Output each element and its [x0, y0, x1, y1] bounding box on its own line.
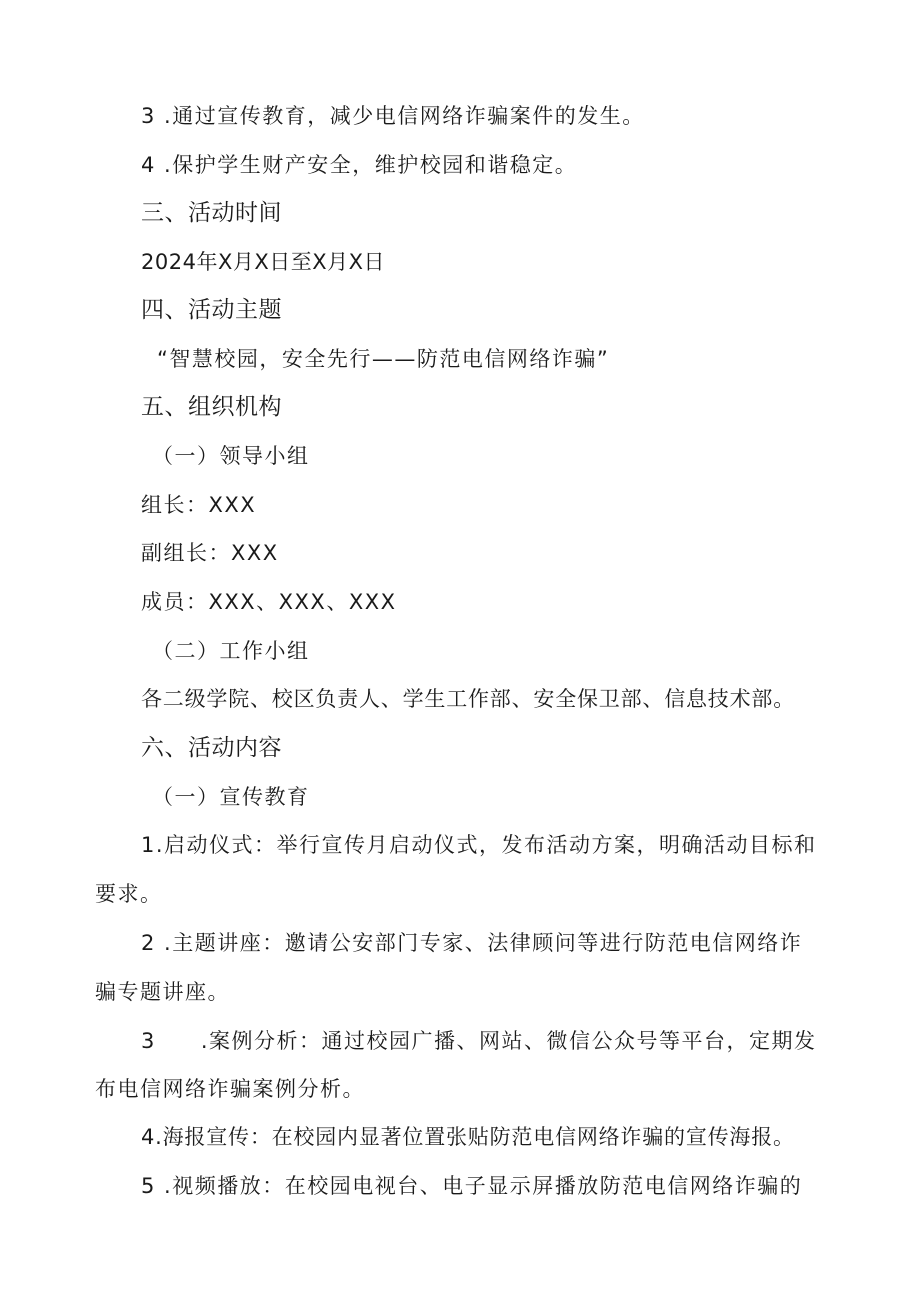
content-item-1-continued: 要求。 — [95, 882, 163, 906]
section-heading-activity-theme: 四、活动主题 — [141, 297, 282, 323]
content-item-2: 2 .主题讲座：邀请公安部门专家、法律顾问等进行防范电信网络诈 — [141, 931, 803, 955]
content-item-2-continued: 骗专题讲座。 — [95, 980, 230, 1004]
content-item-4: 4.海报宣传：在校园内显著位置张贴防范电信网络诈骗的宣传海报。 — [141, 1125, 795, 1149]
working-group-members: 各二级学院、校区负责人、学生工作部、安全保卫部、信息技术部。 — [141, 687, 795, 711]
goal-item-3: 3 .通过宣传教育，减少电信网络诈骗案件的发生。 — [141, 104, 645, 128]
content-item-3: 3 .案例分析：通过校园广播、网站、微信公众号等平台，定期发 — [141, 1029, 817, 1053]
subsection-leadership-group: （一）领导小组 — [152, 444, 310, 468]
goal-item-4: 4 .保护学生财产安全，维护校园和谐稳定。 — [141, 153, 578, 177]
group-members: 成员：XXX、XXX、XXX — [141, 590, 397, 614]
activity-theme-text: “智慧校园，安全先行——防范电信网络诈骗” — [157, 347, 610, 371]
section-heading-organization: 五、组织机构 — [141, 394, 282, 420]
subsection-working-group: （二）工作小组 — [152, 639, 310, 663]
content-item-5: 5 .视频播放：在校园电视台、电子显示屏播放防范电信网络诈骗的 — [141, 1174, 803, 1198]
group-leader: 组长：XXX — [141, 493, 257, 517]
content-item-1: 1.启动仪式：举行宣传月启动仪式，发布活动方案，明确活动目标和 — [141, 833, 817, 857]
content-item-3-continued: 布电信网络诈骗案例分析。 — [95, 1077, 365, 1101]
section-heading-activity-content: 六、活动内容 — [141, 735, 282, 761]
section-heading-activity-time: 三、活动时间 — [141, 200, 282, 226]
deputy-group-leader: 副组长：XXX — [141, 541, 279, 565]
subsection-publicity-education: （一）宣传教育 — [152, 785, 310, 809]
activity-time-text: 2024年X月X日至X月X日 — [141, 250, 385, 274]
